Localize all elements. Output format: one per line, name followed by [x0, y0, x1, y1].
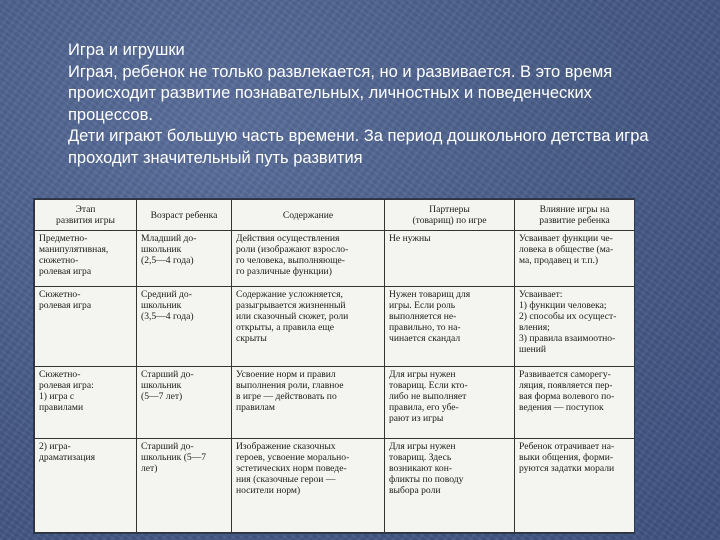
header-stage: Этап развития игры: [35, 200, 137, 231]
cell-partners: Нужен товарищ для игры. Если роль выполняется не- правильно, то на- чинается скандал: [385, 286, 515, 366]
cell-influence: Усваивает: 1) функции человека; 2) способы их осущест- вления; 3) правила взаимоотно- шений: [515, 286, 635, 366]
header-age: Возраст ребенка: [137, 200, 232, 231]
slide-paragraph: Дети играют большую часть времени. За период дошкольного детства игра проходит значительный путь развития: [68, 127, 649, 167]
cell-content: Усвоение норм и правил выполнения роли, главное в игре — действовать по правилам: [232, 366, 385, 438]
slide-paragraph: Играя, ребенок не только развлекается, но и развивается. В это время происходит развитие познавательных, личностных и поведенческих процессов.: [68, 62, 613, 124]
cell-partners: Не нужны: [385, 231, 515, 287]
header-influence: Влияние игры на развитие ребенка: [515, 200, 635, 231]
cell-content: Действия осуществления роли (изображают взросло- го человека, выполняюще- го различные функции): [232, 231, 385, 287]
slide-text: [68, 40, 668, 169]
header-content: Содержание: [232, 200, 385, 231]
cell-age: Старший до- школьник (5—7 лет): [137, 438, 232, 532]
cell-influence: Усваивает функции че- ловека в обществе (ма- ма, продавец и т.п.): [515, 231, 635, 287]
cell-content: Изображение сказочных героев, усвоение морально- эстетических норм поведе- ния (сказочные герои — носители норм): [232, 438, 385, 532]
cell-age: Младший до- школьник (2,5—4 года): [137, 231, 232, 287]
play-stages-table: [34, 199, 634, 533]
table-row: [35, 438, 635, 532]
cell-stage: Сюжетно- ролевая игра: [35, 286, 137, 366]
table-header-row: [35, 200, 635, 231]
cell-partners: Для игры нужен товарищ. Здесь возникают кон- фликты по поводу выбора роли: [385, 438, 515, 532]
slide-title: Игра и игрушки: [68, 41, 185, 59]
cell-stage: Предметно- манипулятивная, сюжетно- ролевая игра: [35, 231, 137, 287]
cell-stage: 2) игра- драматизация: [35, 438, 137, 532]
cell-age: Средний до- школьник (3,5—4 года): [137, 286, 232, 366]
cell-content: Содержание усложняется, разыгрывается жизненный или сказочный сюжет, роли открыты, а правила еще скрыты: [232, 286, 385, 366]
cell-age: Старший до- школьник (5—7 лет): [137, 366, 232, 438]
cell-partners: Для игры нужен товарищ. Если кто- либо не выполняет правила, его убе- рают из игры: [385, 366, 515, 438]
table-row: [35, 366, 635, 438]
cell-influence: Ребенок отрачивает на- выки общения, форми- руются задатки морали: [515, 438, 635, 532]
header-partners: Партнеры (товарищ) по игре: [385, 200, 515, 231]
table-row: [35, 286, 635, 366]
table-row: [35, 231, 635, 287]
cell-influence: Развивается саморегу- ляция, появляется пер- вая форма волевого по- ведения — поступок: [515, 366, 635, 438]
cell-stage: Сюжетно- ролевая игра: 1) игра с правилами: [35, 366, 137, 438]
